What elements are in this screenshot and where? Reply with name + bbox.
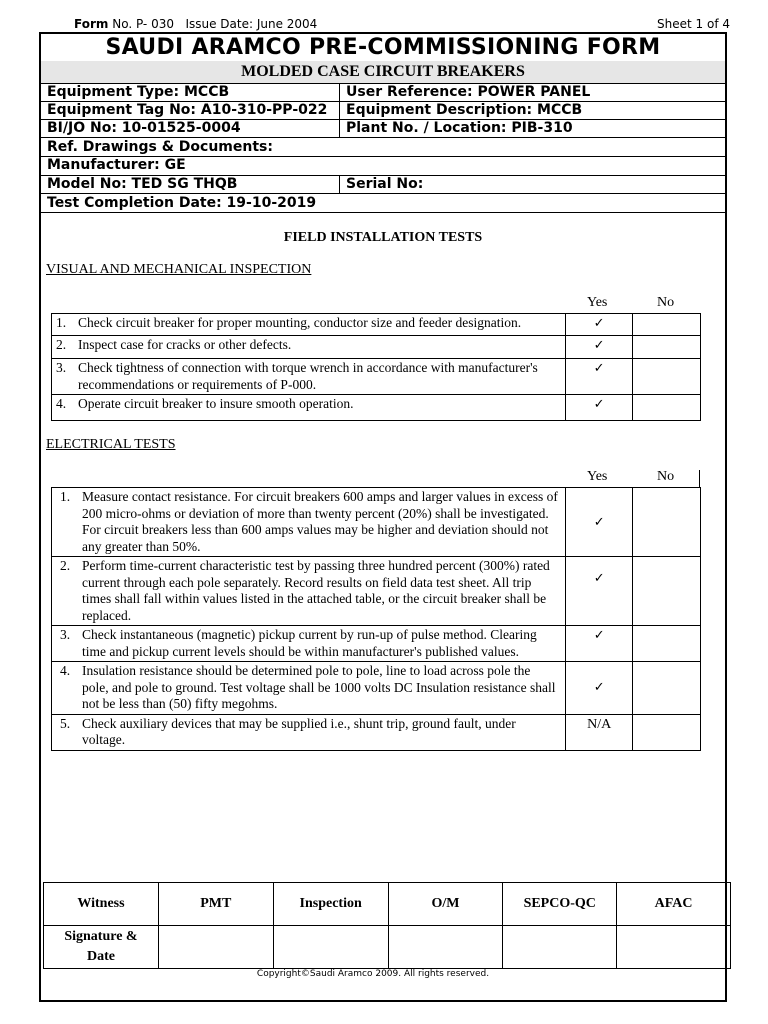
table-row bbox=[52, 488, 701, 557]
item-number: 2. bbox=[56, 337, 67, 352]
no-cell[interactable] bbox=[633, 395, 701, 421]
serial-number: Serial No: bbox=[346, 176, 424, 192]
item-text: Measure contact resistance. For circuit breakers 600 amps and larger values in excess of 200 micro-ohms or deviation of more than twenty percent (20%) shall be investigated. For circuit breakers less than 600 amps values may be higher and deviation should not any greater than 50%. bbox=[82, 489, 558, 554]
item-text: Check instantaneous (magnetic) pickup current by run-up of pulse method. Clearing time and pickup current levels should be within manufacturer's published values. bbox=[82, 627, 537, 659]
manufacturer: Manufacturer: GE bbox=[47, 157, 186, 173]
divider bbox=[339, 83, 340, 137]
electrical-no-label: No bbox=[657, 469, 675, 484]
form-title: SAUDI ARAMCO PRE-COMMISSIONING FORM bbox=[105, 35, 661, 60]
yes-cell[interactable]: ✓ bbox=[565, 626, 633, 662]
form-header-line bbox=[74, 17, 730, 33]
table-row bbox=[52, 359, 701, 395]
item-text: Operate circuit breaker to insure smooth operation. bbox=[78, 396, 354, 411]
visual-yes-label: Yes bbox=[587, 295, 608, 310]
sheet-number: Sheet 1 of 4 bbox=[657, 17, 730, 31]
signature-header-inspection: Inspection bbox=[273, 883, 388, 926]
table-row bbox=[52, 626, 701, 662]
equipment-tag: Equipment Tag No: A10-310-PP-022 bbox=[47, 102, 328, 118]
electrical-yes-label: Yes bbox=[587, 469, 608, 484]
item-text: Inspect case for cracks or other defects. bbox=[78, 337, 292, 352]
visual-inspection-heading: VISUAL AND MECHANICAL INSPECTION bbox=[46, 262, 312, 277]
no-cell[interactable] bbox=[633, 314, 701, 336]
model-number: Model No: TED SG THQB bbox=[47, 176, 238, 192]
visual-no-label: No bbox=[657, 295, 675, 310]
no-cell[interactable] bbox=[633, 336, 701, 359]
divider bbox=[41, 137, 727, 138]
yes-cell[interactable]: ✓ bbox=[565, 314, 633, 336]
item-number: 1. bbox=[60, 489, 71, 504]
signature-header-witness: Witness bbox=[44, 883, 159, 926]
yes-cell[interactable]: ✓ bbox=[565, 359, 633, 395]
visual-inspection-table bbox=[51, 313, 701, 421]
item-text: Perform time-current characteristic test by passing three hundred percent (300%) rated current through each pole separately. Record results on field data test sheet. All trip times shall fall within values listed in the attached table, or the circuit breaker shall be replaced. bbox=[82, 558, 550, 623]
signature-header-pmt: PMT bbox=[158, 883, 273, 926]
item-number: 1. bbox=[56, 315, 67, 330]
yes-cell[interactable]: N/A bbox=[565, 714, 633, 750]
table-row bbox=[52, 395, 701, 421]
signature-header-om: O/M bbox=[388, 883, 503, 926]
signature-cell-pmt[interactable] bbox=[158, 926, 273, 969]
divider bbox=[41, 212, 727, 213]
test-completion-date: Test Completion Date: 19-10-2019 bbox=[47, 195, 317, 211]
table-row bbox=[52, 314, 701, 336]
item-text: Check tightness of connection with torque wrench in accordance with manufacturer's recommendations or requirements of P-000. bbox=[78, 360, 538, 392]
equipment-type: Equipment Type: MCCB bbox=[47, 84, 230, 100]
divider bbox=[41, 193, 727, 194]
section-title: FIELD INSTALLATION TESTS bbox=[283, 230, 483, 245]
signature-cell-afac[interactable] bbox=[617, 926, 731, 969]
divider bbox=[339, 175, 340, 193]
yes-cell[interactable]: ✓ bbox=[565, 662, 633, 715]
table-row bbox=[52, 557, 701, 626]
item-number: 4. bbox=[56, 396, 67, 411]
signature-cell-sepco-qc[interactable] bbox=[503, 926, 617, 969]
no-cell[interactable] bbox=[633, 626, 701, 662]
signature-cell-inspection[interactable] bbox=[273, 926, 388, 969]
user-reference: User Reference: POWER PANEL bbox=[346, 84, 591, 100]
signature-header-afac: AFAC bbox=[617, 883, 731, 926]
item-number: 3. bbox=[56, 360, 67, 375]
no-cell[interactable] bbox=[633, 662, 701, 715]
yes-cell[interactable]: ✓ bbox=[565, 336, 633, 359]
yes-cell[interactable]: ✓ bbox=[565, 395, 633, 421]
item-number: 2. bbox=[60, 558, 71, 573]
issue-date: Issue Date: June 2004 bbox=[185, 17, 318, 31]
no-cell[interactable] bbox=[633, 557, 701, 626]
equipment-description: Equipment Description: MCCB bbox=[346, 102, 583, 118]
divider bbox=[699, 470, 700, 487]
item-number: 3. bbox=[60, 627, 71, 642]
ref-drawings: Ref. Drawings & Documents: bbox=[47, 139, 273, 155]
electrical-tests-table bbox=[51, 487, 701, 751]
signature-row bbox=[44, 926, 731, 969]
yes-cell[interactable]: ✓ bbox=[565, 488, 633, 557]
no-cell[interactable] bbox=[633, 714, 701, 750]
item-number: 4. bbox=[60, 663, 71, 678]
signature-cell-om[interactable] bbox=[388, 926, 503, 969]
signature-header-sepco-qc: SEPCO-QC bbox=[503, 883, 617, 926]
table-row bbox=[52, 714, 701, 750]
form-number: No. P- 030 bbox=[112, 17, 174, 31]
item-text: Check auxiliary devices that may be supplied i.e., shunt trip, ground fault, under voltage. bbox=[82, 715, 516, 747]
table-row bbox=[52, 662, 701, 715]
item-text: Insulation resistance should be determined pole to pole, line to load across pole the pole, and pole to ground. Test voltage shall be 1000 volts DC Insulation resistance shall not be less than (50) fifty megohms. bbox=[82, 663, 556, 711]
bi-jo-number: BI/JO No: 10-01525-0004 bbox=[47, 120, 241, 136]
signature-row-label: Signature & Date bbox=[44, 926, 159, 969]
no-cell[interactable] bbox=[633, 359, 701, 395]
yes-cell[interactable]: ✓ bbox=[565, 557, 633, 626]
table-row bbox=[52, 336, 701, 359]
form-label: Form bbox=[74, 17, 109, 31]
form-subtitle: MOLDED CASE CIRCUIT BREAKERS bbox=[41, 61, 725, 83]
signature-header-row bbox=[44, 883, 731, 926]
copyright-notice: Copyright©Saudi Aramco 2009. All rights reserved. bbox=[256, 969, 490, 979]
item-number: 5. bbox=[60, 715, 71, 731]
signature-table bbox=[43, 882, 731, 969]
electrical-tests-heading: ELECTRICAL TESTS bbox=[46, 437, 176, 452]
no-cell[interactable] bbox=[633, 488, 701, 557]
plant-location: Plant No. / Location: PIB-310 bbox=[346, 120, 573, 136]
item-text: Check circuit breaker for proper mounting, conductor size and feeder designation. bbox=[78, 315, 522, 330]
